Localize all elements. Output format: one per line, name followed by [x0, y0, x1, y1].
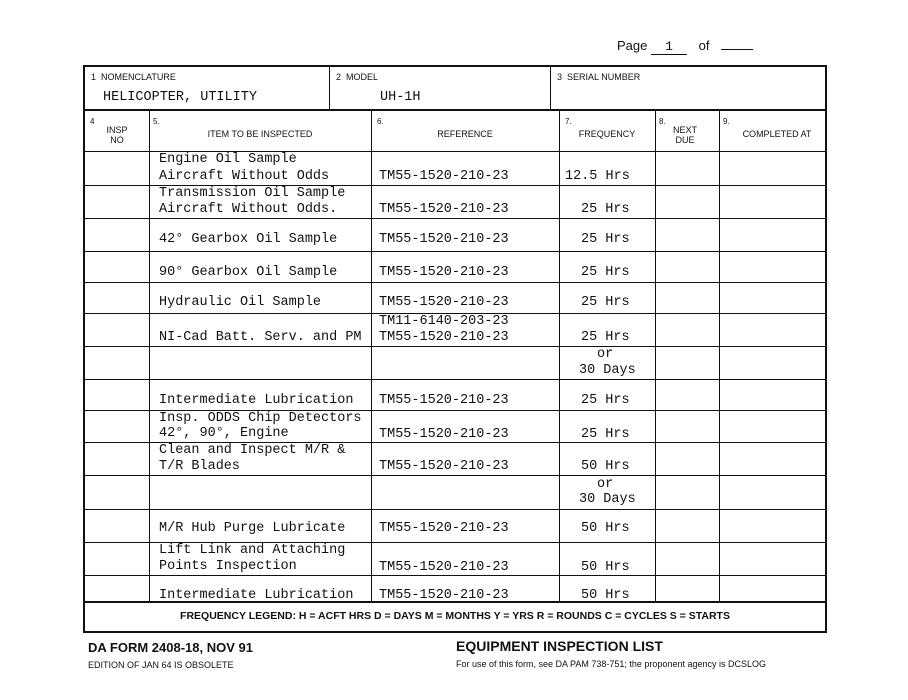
col-item-num: 5.	[153, 117, 160, 126]
col-insp-num: 4	[90, 117, 95, 126]
reference-line: TM55-1520-210-23	[379, 265, 509, 280]
reference-line: TM55-1520-210-23	[379, 169, 509, 184]
item-line: Intermediate Lubrication	[159, 588, 354, 603]
page-total[interactable]	[721, 49, 753, 50]
frequency-line: 25 Hrs	[581, 330, 630, 345]
item-line: 90° Gearbox Oil Sample	[159, 265, 338, 280]
item-line: Aircraft Without Odds	[159, 169, 330, 184]
item-line: T/R Blades	[159, 459, 241, 474]
frequency-line: 25 Hrs	[581, 393, 630, 408]
frequency-legend: FREQUENCY LEGEND: H = ACFT HRS D = DAYS M = MONTHS Y = YRS R = ROUNDS C = CYCLES S = STARTS	[85, 601, 825, 631]
col-completed-num: 9.	[723, 117, 730, 126]
reference-line: TM11-6140-203-23	[379, 314, 509, 329]
frequency-line: 25 Hrs	[581, 202, 630, 217]
table-row[interactable]	[85, 282, 825, 313]
model-cell[interactable]	[330, 67, 551, 111]
table-row[interactable]	[85, 575, 825, 603]
item-line: Transmission Oil Sample	[159, 186, 346, 201]
item-line: Lift Link and Attaching	[159, 543, 346, 558]
item-line: Points Inspection	[159, 559, 297, 574]
reference-line: TM55-1520-210-23	[379, 560, 509, 575]
item-line: Aircraft Without Odds.	[159, 202, 338, 217]
edition-note: EDITION OF JAN 64 IS OBSOLETE	[88, 660, 234, 670]
nomenclature-cell[interactable]	[85, 67, 330, 111]
frequency-line: 50 Hrs	[581, 459, 630, 474]
table-row[interactable]	[85, 410, 825, 442]
usage-note: For use of this form, see DA PAM 738-751; the proponent agency is DCSLOG	[456, 659, 766, 669]
col-item-header: ITEM TO BE INSPECTED	[207, 129, 313, 139]
frequency-line: 12.5 Hrs	[565, 169, 630, 184]
item-line: NI-Cad Batt. Serv. and PM	[159, 330, 362, 345]
model-text: MODEL	[346, 72, 379, 82]
frequency-line: 50 Hrs	[581, 588, 630, 603]
page-of-label: of	[698, 38, 710, 53]
reference-line: TM55-1520-210-23	[379, 393, 509, 408]
col-frequency-num: 7.	[565, 117, 572, 126]
item-line: Intermediate Lubrication	[159, 393, 354, 408]
form-title: EQUIPMENT INSPECTION LIST	[456, 638, 663, 654]
table-row[interactable]	[85, 542, 825, 575]
table-row[interactable]	[85, 379, 825, 410]
item-line: Engine Oil Sample	[159, 152, 297, 167]
reference-line: TM55-1520-210-23	[379, 588, 509, 603]
page-indicator	[617, 38, 753, 55]
serial-text: SERIAL NUMBER	[567, 72, 641, 82]
table-row[interactable]	[85, 442, 825, 475]
serial-number-label	[557, 72, 640, 82]
nomenclature-num: 1	[91, 72, 97, 82]
table-row[interactable]	[85, 313, 825, 346]
frequency-line: 50 Hrs	[581, 521, 630, 536]
reference-line: TM55-1520-210-23	[379, 202, 509, 217]
frequency-line: 30 Days	[579, 492, 636, 507]
frequency-line: 30 Days	[579, 363, 636, 378]
table-row[interactable]	[85, 251, 825, 282]
reference-line: TM55-1520-210-23	[379, 459, 509, 474]
item-line: Hydraulic Oil Sample	[159, 295, 322, 310]
item-line: 42°, 90°, Engine	[159, 426, 289, 441]
table-row[interactable]	[85, 218, 825, 251]
table-row[interactable]	[85, 185, 825, 218]
model-label	[336, 72, 378, 82]
table-row[interactable]	[85, 475, 825, 509]
col-reference-header: REFERENCE	[437, 129, 493, 139]
frequency-line: 25 Hrs	[581, 295, 630, 310]
nomenclature-value: HELICOPTER, UTILITY	[103, 90, 257, 105]
col-next-due-header: NEXT DUE	[672, 125, 697, 145]
col-frequency-header: FREQUENCY	[578, 129, 636, 139]
reference-line: TM55-1520-210-23	[379, 521, 509, 536]
nomenclature-text: NOMENCLATURE	[101, 72, 176, 82]
reference-line: TM55-1520-210-23	[379, 427, 509, 442]
col-insp-no-header: INSP NO	[106, 125, 128, 145]
reference-line: TM55-1520-210-23	[379, 295, 509, 310]
form-number: DA FORM 2408-18, NOV 91	[88, 640, 253, 655]
item-line: Clean and Inspect M/R &	[159, 443, 346, 458]
serial-num: 3	[557, 72, 563, 82]
page-label: Page	[617, 38, 648, 53]
frequency-line: 25 Hrs	[581, 427, 630, 442]
frequency-line: 25 Hrs	[581, 265, 630, 280]
reference-line: TM55-1520-210-23	[379, 330, 509, 345]
reference-line: TM55-1520-210-23	[379, 232, 509, 247]
col-reference-num: 6.	[377, 117, 384, 126]
frequency-line: or	[597, 347, 614, 362]
frequency-line: 50 Hrs	[581, 560, 630, 575]
inspection-form	[83, 65, 827, 633]
model-num: 2	[336, 72, 342, 82]
model-value: UH-1H	[380, 90, 421, 105]
col-next-due-num: 8.	[659, 117, 666, 126]
col-completed-at-header: COMPLETED AT	[742, 129, 812, 139]
item-line: M/R Hub Purge Lubricate	[159, 521, 346, 536]
serial-number-cell[interactable]	[551, 67, 825, 111]
item-line: Insp. ODDS Chip Detectors	[159, 411, 362, 426]
page-number[interactable]: 1	[651, 39, 687, 55]
table-row[interactable]	[85, 346, 825, 379]
table-row[interactable]	[85, 151, 825, 185]
nomenclature-label	[91, 72, 176, 82]
frequency-line: 25 Hrs	[581, 232, 630, 247]
frequency-line: or	[597, 477, 614, 492]
table-row[interactable]	[85, 509, 825, 542]
item-line: 42° Gearbox Oil Sample	[159, 232, 338, 247]
